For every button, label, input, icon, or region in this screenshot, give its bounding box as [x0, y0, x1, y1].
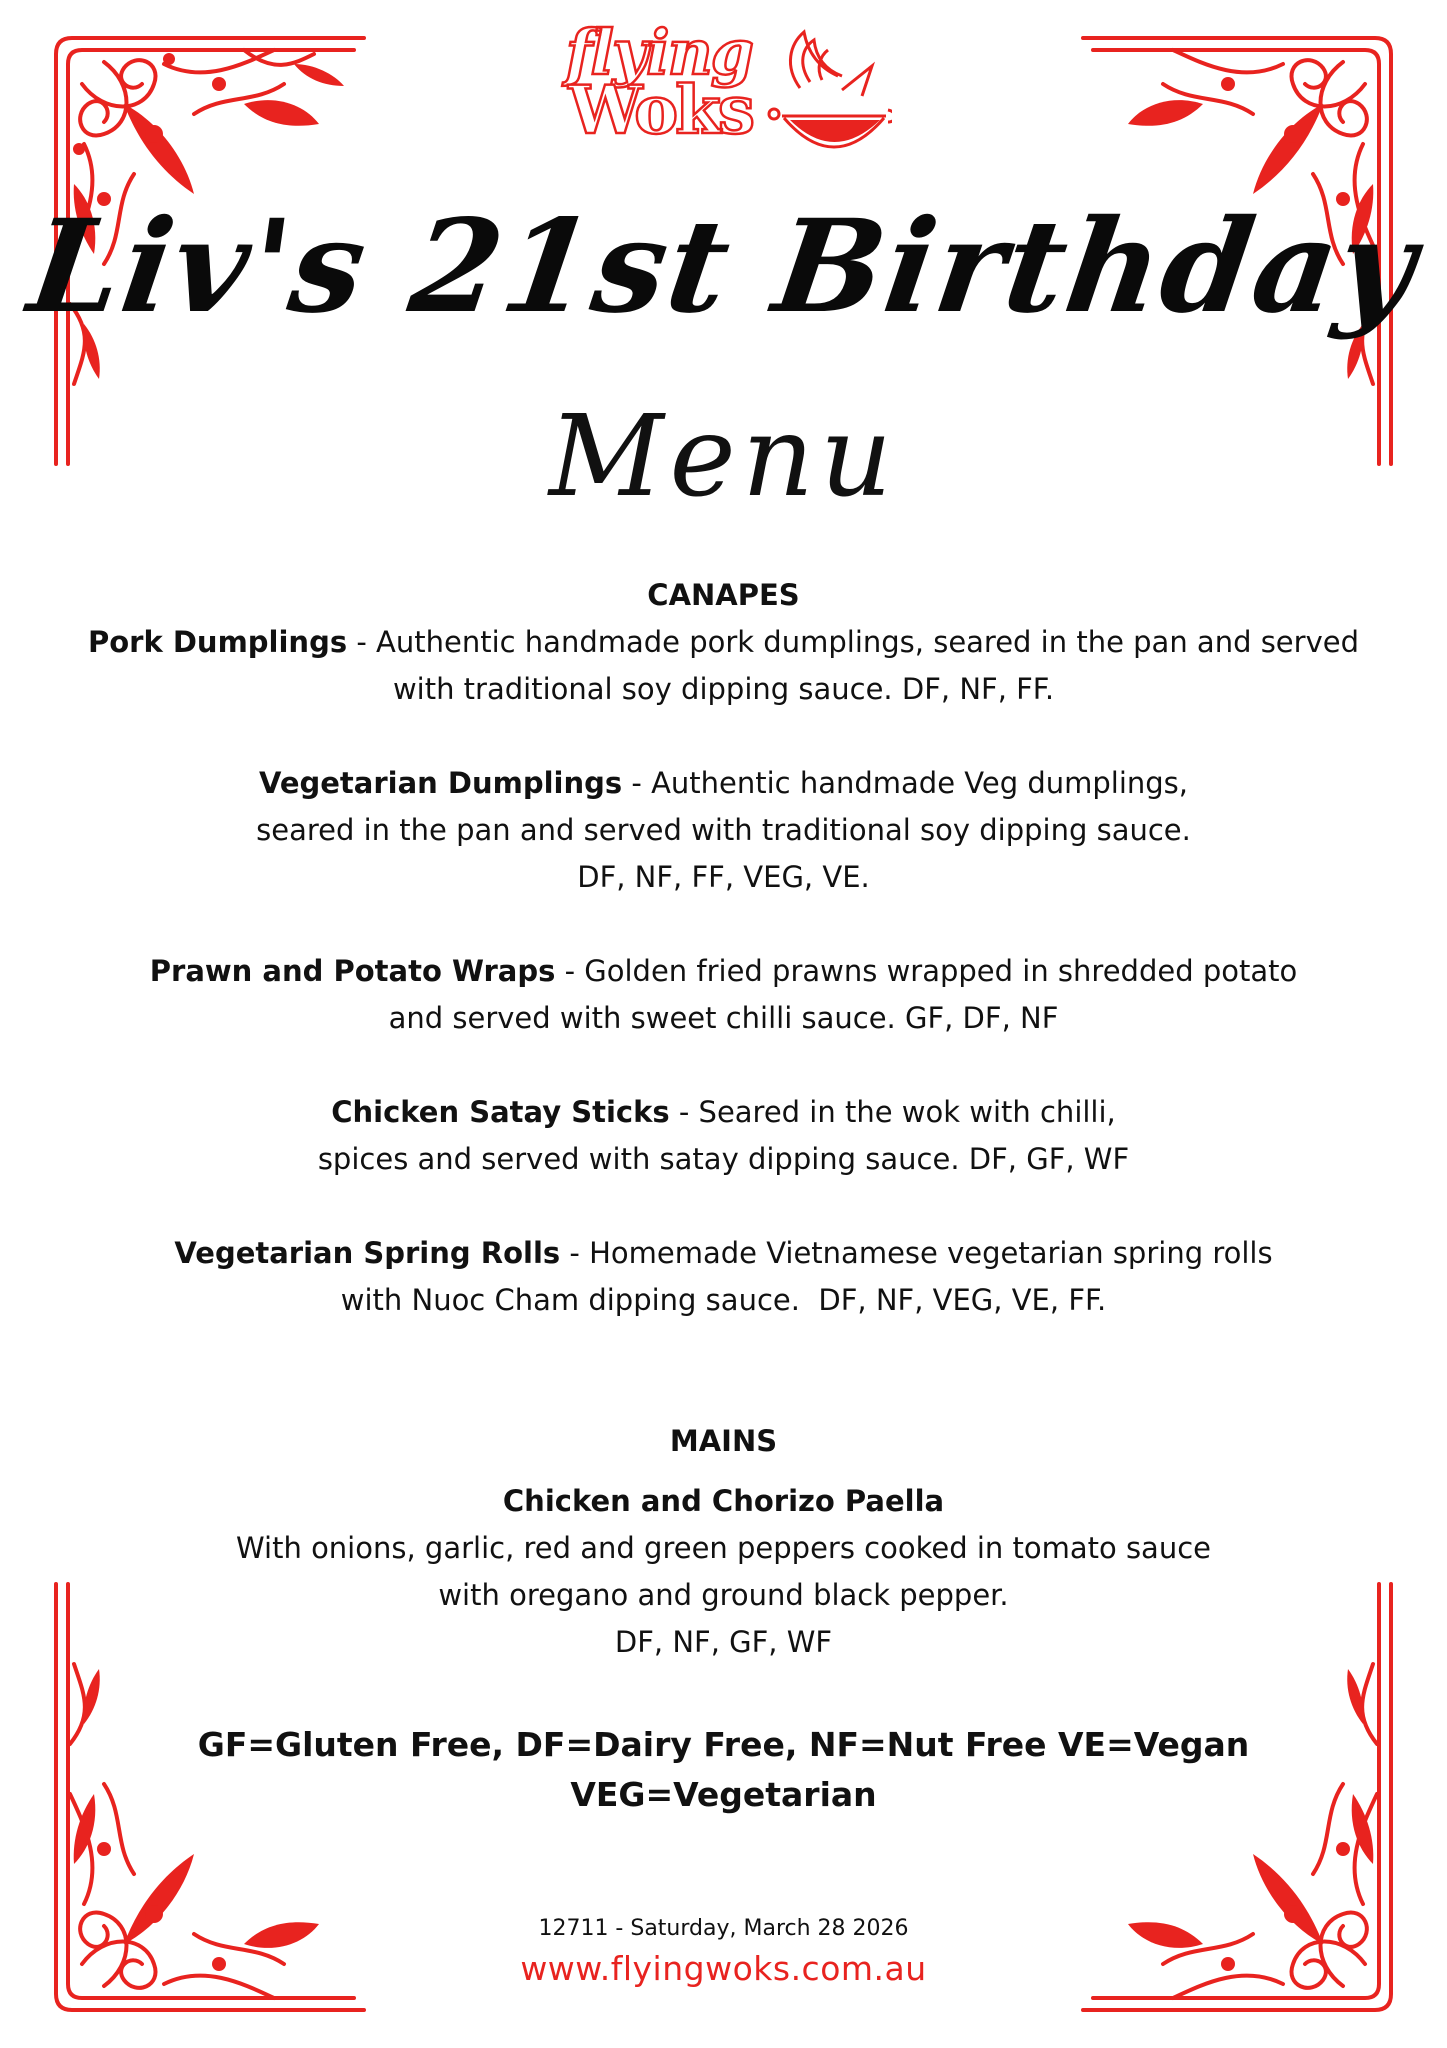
item-desc: spices and served with satay dipping sauce. DF, GF, WF: [317, 1142, 1130, 1176]
main-dish: [80, 1478, 1367, 1666]
canapes-heading: CANAPES: [647, 578, 800, 612]
dietary-legend: GF=Gluten Free, DF=Dairy Free, NF=Nut Free VE=Vegan VEG=Vegetarian: [197, 1725, 1250, 1814]
item-desc: and served with sweet chilli sauce. GF, DF, NF: [388, 1001, 1059, 1035]
menu-content: [80, 572, 1367, 1820]
main-dish-tags: DF, NF, GF, WF: [614, 1625, 833, 1659]
logo-line-2: Woks: [568, 70, 752, 149]
mains-heading: MAINS: [669, 1424, 778, 1458]
main-dish-desc: With onions, garlic, red and green peppers cooked in tomato sauce: [236, 1531, 1211, 1565]
item-desc: DF, NF, FF, VEG, VE.: [577, 860, 870, 894]
wok-with-wings-icon: [552, 16, 892, 176]
menu-item: [80, 619, 1367, 713]
item-desc: Homemade Vietnamese vegetarian spring rolls: [589, 1236, 1273, 1270]
item-name: Pork Dumplings: [88, 625, 348, 659]
item-desc: seared in the pan and served with traditional soy dipping sauce.: [256, 813, 1191, 847]
item-desc: Authentic handmade Veg dumplings,: [651, 766, 1189, 800]
main-dish-name: Chicken and Chorizo Paella: [502, 1484, 945, 1518]
page-title: Liv's 21st Birthday: [20, 192, 1427, 342]
menu-item: [80, 1089, 1367, 1183]
item-desc: with traditional soy dipping sauce. DF, NF, FF.: [392, 672, 1055, 706]
item-desc: Seared in the wok with chilli,: [698, 1095, 1116, 1129]
flying-woks-logo: [552, 16, 892, 176]
item-name: Chicken Satay Sticks: [331, 1095, 670, 1129]
item-desc: with Nuoc Cham dipping sauce. DF, NF, VEG, VE, FF.: [340, 1283, 1107, 1317]
item-name: Vegetarian Dumplings: [258, 766, 623, 800]
item-separator: -: [347, 625, 377, 659]
main-dish-desc: with oregano and ground black pepper.: [438, 1578, 1009, 1612]
logo-line-1: flying: [565, 16, 752, 89]
footer: [0, 1912, 1447, 1992]
item-separator: -: [560, 1236, 590, 1270]
event-reference: 12711 - Saturday, March 28 2026: [538, 1916, 909, 1941]
item-separator: -: [669, 1095, 699, 1129]
website-link[interactable]: www.flyingwoks.com.au: [520, 1949, 927, 1988]
menu-item: [80, 1230, 1367, 1324]
item-desc: Authentic handmade pork dumplings, seared in the pan and served: [376, 625, 1359, 659]
item-separator: -: [622, 766, 652, 800]
menu-subtitle: Menu: [548, 392, 899, 522]
menu-item: [80, 948, 1367, 1042]
item-desc: Golden fried prawns wrapped in shredded potato: [584, 954, 1298, 988]
menu-item: [80, 760, 1367, 901]
item-separator: -: [555, 954, 585, 988]
item-name: Vegetarian Spring Rolls: [174, 1236, 561, 1270]
item-name: Prawn and Potato Wraps: [149, 954, 556, 988]
